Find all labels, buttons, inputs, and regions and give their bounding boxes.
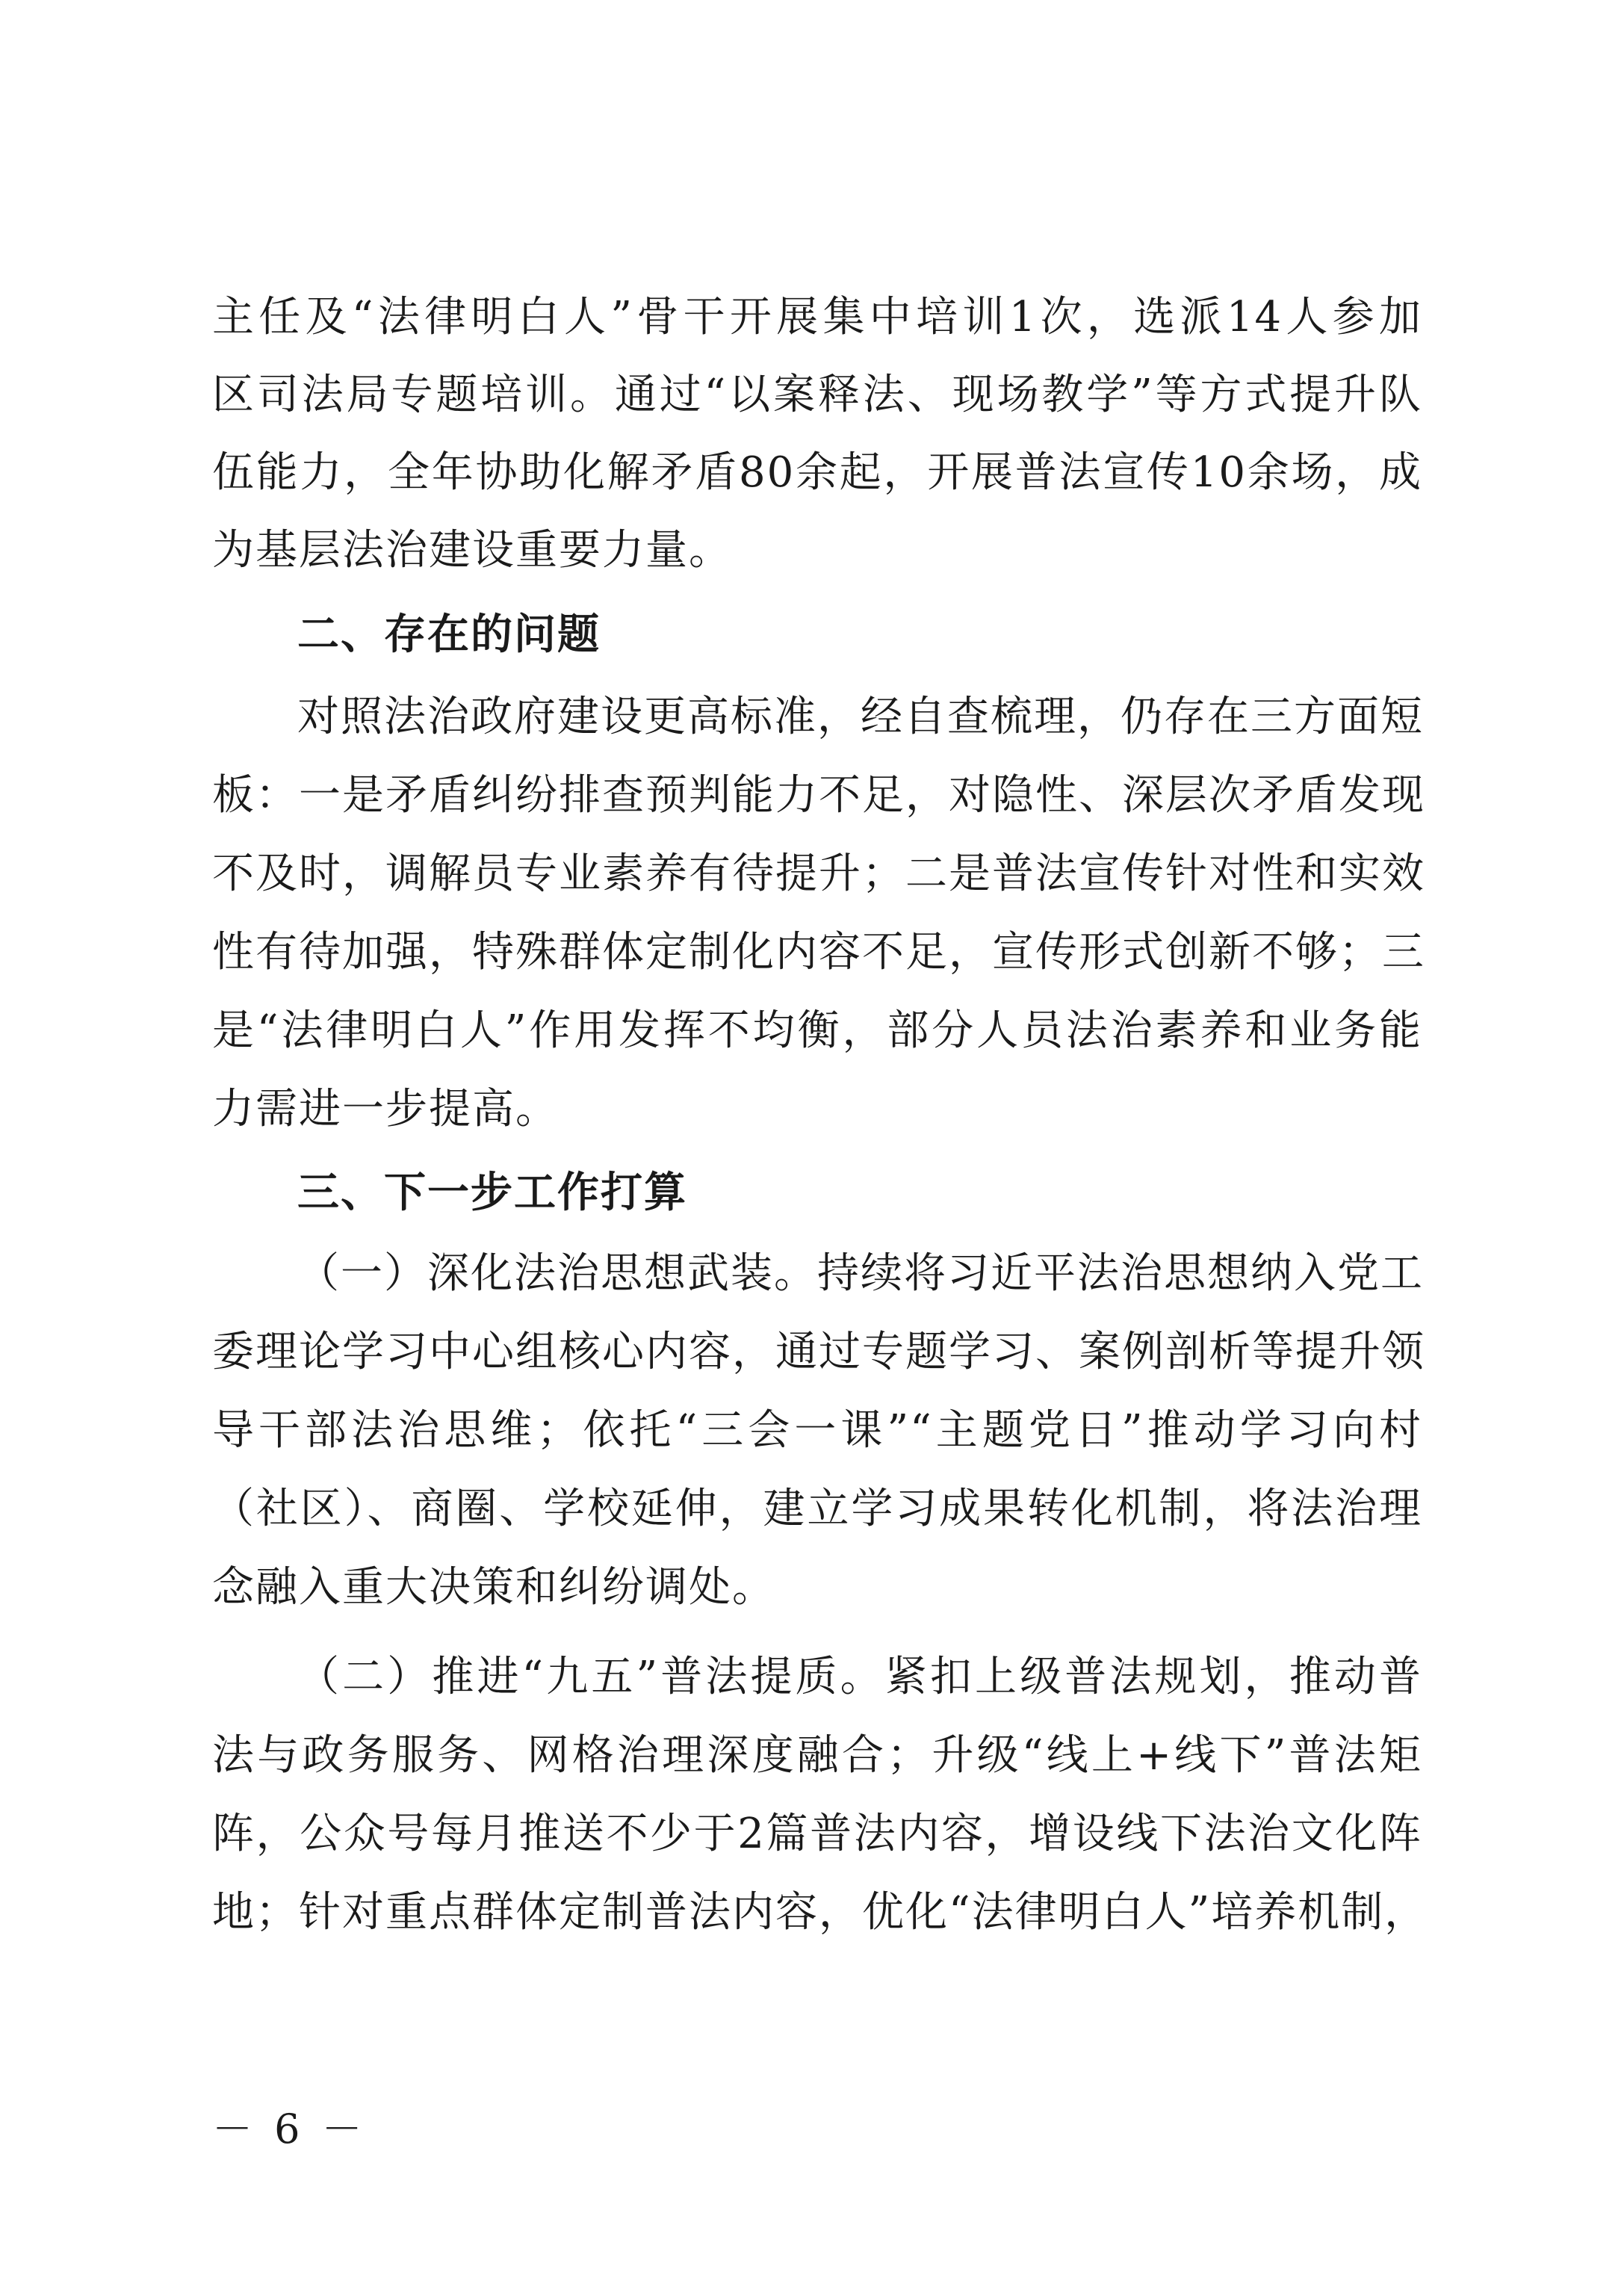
body-line-20: 阵，公众号每月推送不少于2篇普法内容，增设线下法治文化阵 (212, 1810, 1422, 1858)
body-line-21: 地；针对重点群体定制普法内容，优化“法律明白人”培养机制， (212, 1888, 1428, 1937)
body-line-16: （社区）、商圈、学校延伸，建立学习成果转化机制，将法治理 (212, 1485, 1422, 1533)
body-line-2: 区司法局专题培训。通过“以案释法、现场教学”等方式提升队 (212, 371, 1422, 419)
section-heading-next-steps: 三、下一步工作打算 (297, 1169, 687, 1217)
body-line-9: 性有待加强，特殊群体定制化内容不足，宣传形式创新不够；三 (212, 928, 1425, 977)
body-line-14: 委理论学习中心组核心内容，通过专题学习、案例剖析等提升领 (212, 1328, 1425, 1376)
body-line-7: 板：一是矛盾纠纷排查预判能力不足，对隐性、深层次矛盾发现 (212, 771, 1425, 820)
body-line-17: 念融入重大决策和纠纷调处。 (212, 1563, 775, 1612)
body-line-13: （一）深化法治思想武装。持续将习近平法治思想纳入党工 (297, 1249, 1424, 1298)
body-line-11: 力需进一步提高。 (212, 1085, 559, 1133)
section-heading-problems: 二、存在的问题 (297, 610, 601, 659)
body-line-1: 主任及“法律明白人”骨干开展集中培训1次，选派14人参加 (212, 293, 1422, 341)
body-line-8: 不及时，调解员专业素养有待提升；二是普法宣传针对性和实效 (212, 850, 1425, 898)
body-line-15: 导干部法治思维；依托“三会一课”“主题党日”推动学习向村 (212, 1406, 1422, 1455)
body-line-10: 是“法律明白人”作用发挥不均衡，部分人员法治素养和业务能 (212, 1006, 1422, 1055)
body-line-18: （二）推进“九五”普法提质。紧扣上级普法规划，推动普 (297, 1653, 1422, 1701)
body-line-19: 法与政务服务、网格治理深度融合；升级“线上+线下”普法矩 (212, 1731, 1422, 1780)
body-line-3: 伍能力，全年协助化解矛盾80余起，开展普法宣传10余场，成 (212, 448, 1422, 497)
body-line-6: 对照法治政府建设更高标准，经自查梳理，仍存在三方面短 (297, 693, 1424, 741)
body-line-4: 为基层法治建设重要力量。 (212, 526, 732, 575)
page-number: － 6 － (212, 2105, 367, 2153)
